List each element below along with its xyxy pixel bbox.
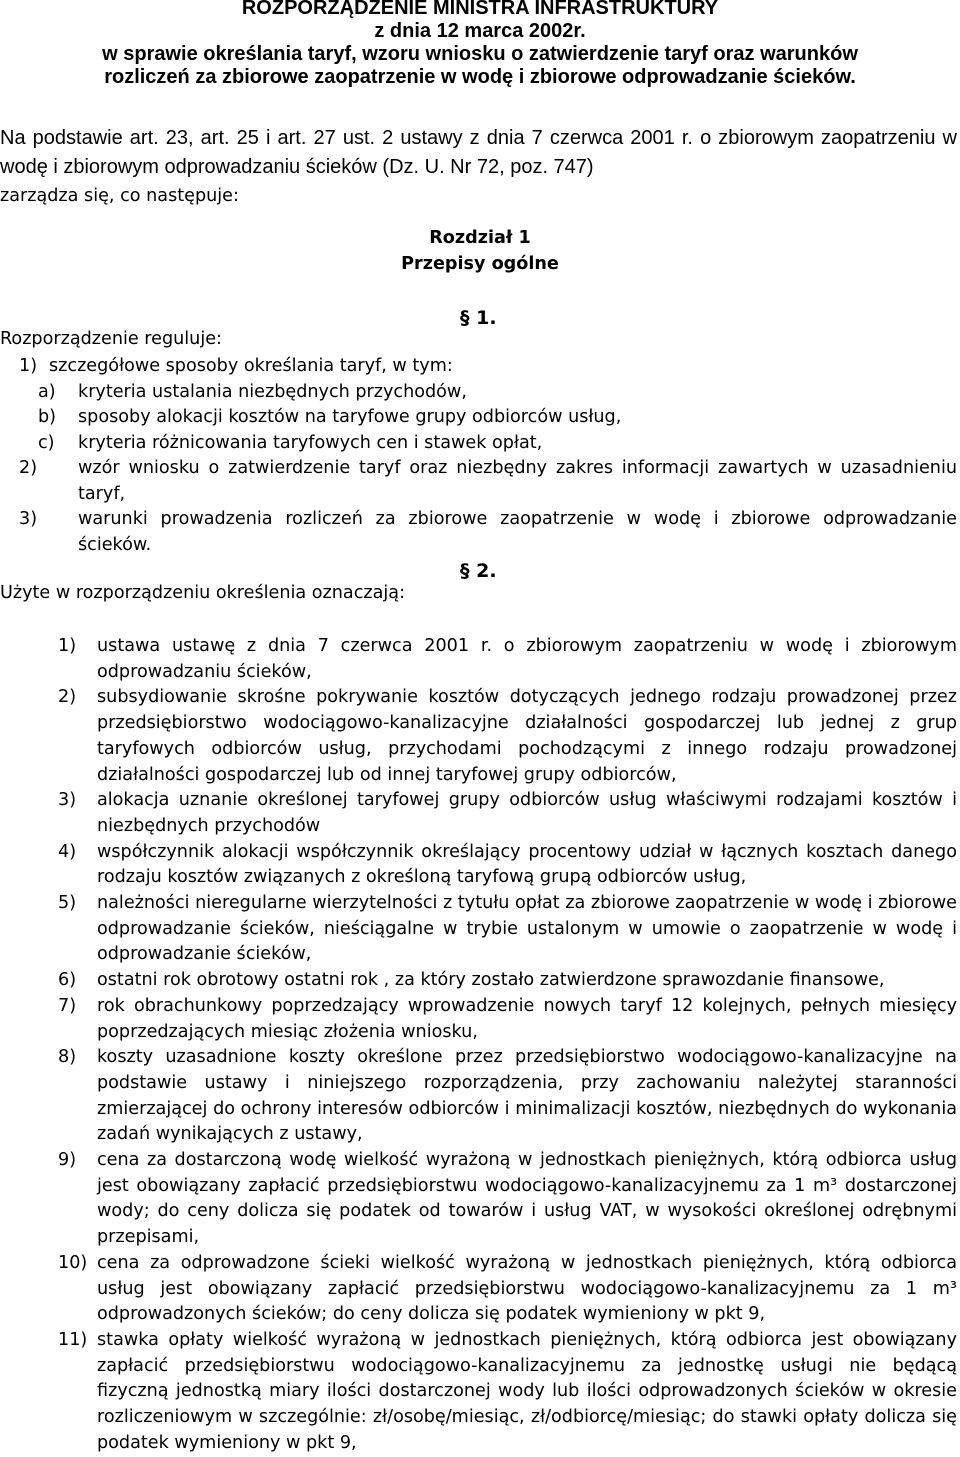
chapter-subtitle: Przepisy ogólne [401, 254, 559, 274]
list-item [0, 685, 957, 788]
list-item [0, 994, 957, 1045]
list-item [0, 1148, 957, 1251]
list-item-number: 7) [58, 995, 77, 1016]
list-item-text: współczynnik alokacji współczynnik określający procentowy udział w łącznych kosztach danego rodzaju kosztów związanych z określoną taryfową grupą odbiorców usług, [97, 841, 957, 888]
list-item-text: rok obrachunkowy poprzedzający wprowadzenie nowych taryf 12 kolejnych, pełnych miesięcy poprzedzających miesiąc złożenia wniosku, [97, 995, 957, 1042]
list-item [0, 507, 957, 558]
list-item-number: 4) [58, 841, 77, 862]
list-item-text: kryteria ustalania niezbędnych przychodów, [78, 381, 467, 402]
list-item [0, 405, 957, 431]
section-1-lead: Rozporządzenie reguluje: [0, 329, 222, 349]
list-item-text: sposoby alokacji kosztów na taryfowe grupy odbiorców usług, [78, 407, 622, 427]
chapter-title: Rozdział 1 [429, 228, 531, 248]
list-item-text: subsydiowanie skrośne pokrywanie kosztów dotyczących jednego rodzaju prowadzonej przez przedsiębiorstwo wodociągowo-kanalizacyjne działalności gospodarczej lub jednej z grup taryfowych odbiorców usług, przychodami pochodzącymi z innego rodzaju prowadzonej działalności gospodarczej lub od innej taryfowej grupy odbiorców, [97, 687, 957, 785]
list-item-number: 1) [19, 356, 38, 376]
section-1-sign: § 1. [460, 307, 497, 329]
list-item-number: 8) [58, 1047, 77, 1068]
regulation-header [0, 0, 960, 89]
header-title: ROZPORZĄDZENIE MINISTRA INFRASTRUKTURY [241, 0, 719, 19]
list-item-text: stawka opłaty wielkość wyrażoną w jednostkach pieniężnych, którą odbiorca jest obowiązany zapłacić przedsiębiorstwu wodociągowo-kanalizacyjnemu za jednostkę usługi nie będącą fizyczną jednostką miary ilości dostarczonej wody lub ilości odprowadzonych ścieków w okresie rozliczeniowym w szczególnie: zł/osobę/miesiąc, zł/odbiorcę/miesiąc; do stawki opłaty dolicza się podatek wymieniony w pkt 9, [97, 1329, 957, 1453]
list-item-number: 3) [58, 790, 77, 811]
section-1-list [0, 354, 957, 558]
list-item-text: cena za odprowadzone ścieki wielkość wyrażoną w jednostkach pieniężnych, którą odbiorca usług jest obowiązany zapłacić przedsiębiorstwu wodociągowo-kanalizacyjnemu za 1 m³ odprowadzonych ścieków; do ceny dolicza się podatek wymieniony w pkt 9, [97, 1252, 957, 1325]
list-item-text: wzór wniosku o zatwierdzenie taryf oraz niezbędny zakres informacji zawartych w uzasadnieniu taryf, [78, 458, 957, 504]
list-item-number: 10) [58, 1252, 88, 1273]
intro-paragraph [0, 124, 957, 211]
list-item-number: 1) [58, 636, 77, 656]
list-item-text: szczegółowe sposoby określania taryf, w tym: [49, 356, 453, 376]
header-subject-line-2: rozliczeń za zbiorowe zaopatrzenie w wodę i zbiorowe odprowadzanie ścieków. [104, 66, 856, 88]
section-2-list [0, 634, 957, 1457]
list-item-text: należności nieregularne wierzytelności z tytułu opłat za zbiorowe zaopatrzenie w wodę i zbiorowe odprowadzanie ścieków, nieściągalne w trybie ustalonym w umowie o zaopatrzenie w wodę i odprowadzanie ścieków, [97, 893, 957, 965]
list-item-text: kryteria różnicowania taryfowych cen i stawek opłat, [78, 432, 543, 453]
list-item-number: b) [38, 407, 57, 427]
list-item-number: 2) [19, 458, 38, 478]
list-item [0, 456, 957, 507]
intro-legal-basis: Na podstawie art. 23, art. 25 i art. 27 ust. 2 ustawy z dnia 7 czerwca 2001 r. o zbiorowym zaopatrzeniu w wodę i zbiorowym odprowadzaniu ścieków (Dz. U. Nr 72, poz. 747) [0, 127, 957, 178]
list-item-text: cena za dostarczoną wodę wielkość wyrażoną w jednostkach pieniężnych, którą odbiorca usług jest obowiązany zapłacić przedsiębiorstwu wodociągowo-kanalizacyjnemu za 1 m³ dostarczonej wody; do ceny dolicza się podatek od towarów i usług VAT, w wysokości określonej odrębnymi przepisami, [97, 1150, 957, 1248]
list-item [0, 380, 957, 406]
list-item-number: 6) [58, 970, 77, 991]
list-item [0, 431, 957, 457]
list-item [0, 1328, 957, 1457]
list-item [0, 1045, 957, 1148]
list-item [0, 891, 957, 968]
intro-decree: zarządza się, co następuje: [0, 186, 239, 206]
list-item-number: 9) [58, 1150, 77, 1171]
list-item-text: ustawa ustawę z dnia 7 czerwca 2001 r. o zbiorowym zaopatrzeniu w wodę i zbiorowym odprowadzaniu ścieków, [97, 636, 957, 682]
list-item-number: c) [38, 432, 55, 453]
section-2-sign: § 2. [460, 560, 497, 582]
header-subject-line-1: w sprawie określania taryf, wzoru wniosku o zatwierdzenie taryf oraz warunków [102, 43, 858, 65]
list-item-text: ostatni rok obrotowy ostatni rok , za który zostało zatwierdzone sprawozdanie finansowe, [97, 970, 885, 991]
list-item [0, 354, 957, 380]
list-item-text: alokacja uznanie określonej taryfowej grupy odbiorców usług właściwymi rodzajami kosztów i niezbędnych przychodów [97, 790, 957, 836]
list-item [0, 634, 957, 685]
list-item-number: a) [38, 381, 56, 402]
section-2-lead: Użyte w rozporządzeniu określenia oznaczają: [0, 583, 405, 603]
header-date: z dnia 12 marca 2002r. [374, 20, 586, 42]
list-item-number: 2) [58, 687, 77, 708]
list-item-number: 11) [58, 1329, 88, 1350]
list-item [0, 1251, 957, 1328]
list-item [0, 840, 957, 891]
list-item-text: koszty uzasadnione koszty określone przez przedsiębiorstwo wodociągowo-kanalizacyjne na podstawie ustawy i niniejszego rozporządzenia, przy zachowaniu należytej staranności zmierzającej do ochrony interesów odbiorców i minimalizacji kosztów, niezbędnych do wykonania zadań wynikających z ustawy, [97, 1047, 957, 1145]
list-item [0, 788, 957, 839]
list-item-number: 3) [19, 509, 38, 529]
list-item-number: 5) [58, 893, 77, 914]
list-item-text: warunki prowadzenia rozliczeń za zbiorowe zaopatrzenie w wodę i zbiorowe odprowadzanie ścieków. [78, 509, 957, 555]
list-item [0, 968, 957, 994]
